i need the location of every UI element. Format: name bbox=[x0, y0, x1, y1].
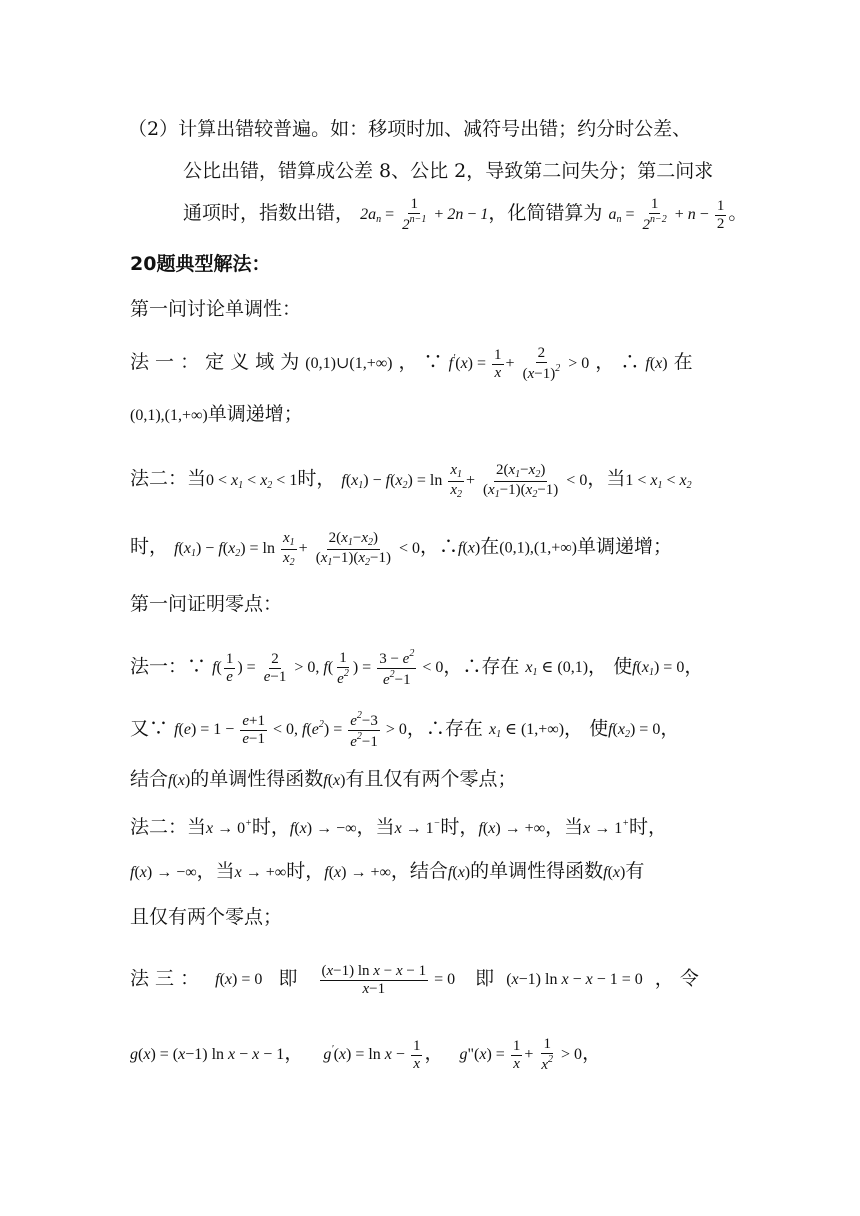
formula-an: $a_n$ = $\frac{1}{2^{n-2}}$ + n − $\frac{1}{2}$ bbox=[608, 196, 725, 234]
z2-line2: f(x) → −∞，当x → +∞时，f(x) → +∞，结合f(x)的单调性得函数f(x)有 bbox=[130, 860, 645, 882]
para2-line3: 通项时，指数出错， $2a_n$ = $\frac{1}{2^{n-1}}$ + 2n − 1，化简错算为 $a_n$ = $\frac{1}{2^{n-2}}$ + n − $\frac{1}{2}$ 。 bbox=[183, 196, 748, 234]
formula-2an: $2a_n$ = $\frac{1}{2^{n-1}}$ + 2n − 1 bbox=[360, 196, 489, 234]
z3-line1: 法 三 ： f(x) = 0 即 $\frac{\text{(x−1) ln x − x − 1}}{x-1}$ = 0 即 (x−1) ln x − x − 1 = 0 ， 令 bbox=[130, 963, 699, 998]
m1-line2: (0,1),(1,+∞)单调递增； bbox=[130, 403, 303, 425]
z2-line3: 且仅有两个零点； bbox=[130, 906, 283, 928]
z3-line2: g(x) = (x−1) ln x − x − 1， g′(x) = ln x − $\frac{1}{x}$ ， g"(x) = $\frac{1}{x}$ + $\frac{1}{x^2}$ > 0， bbox=[130, 1036, 602, 1074]
m2-line2: 时， $f(x_1) - f(x_2) = \ln$ $\frac{x_1}{x_2}$ + $\frac{2(x_1-x_2)}{(x_1-1)(x_2-1)}$ < 0，∴f(x)在(0,1),(1,+∞)单调递增； bbox=[130, 530, 673, 568]
z1-line3: 结合f(x)的单调性得函数f(x)有且仅有两个零点； bbox=[130, 768, 517, 790]
para2-line2: 公比出错，错算成公差 8、公比 2，导致第二问失分；第二问求 bbox=[183, 160, 714, 182]
z1-line2: 又∵ f(e) = 1 − $\frac{e+1}{e-1}$ < 0, $f(e^2)$ = $\frac{e^2-3}{e^2-1}$ > 0，∴存在 $x_1$ ∈ (1,+∞)， 使$f(x_2) = 0$， bbox=[130, 710, 680, 751]
m2-line1: 法二：当$0 < x_1 < x_2 < 1$时， $f(x_1) - f(x_2) = \ln$ $\frac{x_1}{x_2}$ + $\frac{2(x_1-x_2)}{(x_1-1)(x_2-1)}$ < 0，当$1 < x_1 < x_2$ bbox=[130, 462, 692, 500]
para2-line1: （2）计算出错较普遍。如：移项时加、减符号出错；约分时公差、 bbox=[128, 118, 692, 140]
z1-line1: 法一：∵ f( $\frac{1}{e}$ ) = $\frac{2}{e-1}$ > 0, f( $\frac{1}{e^2}$ ) = $\frac{3 - e^2}{e^2-1}$ < 0，∴存在 $x_1$ ∈ (0,1)， 使$f(x_1) = 0$， bbox=[130, 648, 704, 689]
q1-monotonic-title: 第一问讨论单调性： bbox=[130, 298, 302, 320]
q1-zero-title: 第一问证明零点： bbox=[130, 593, 283, 615]
heading-20: 20题典型解法： bbox=[130, 253, 271, 275]
m1-line1: 法 一 ： 定 义 域 为 (0,1)∪(1,+∞) ， ∵ f′(x) = $\frac{1}{x}$ + $\frac{2}{(x-1)^2}$ > 0 ， ∴ f(x) 在 bbox=[130, 345, 693, 383]
z2-line1: 法二：当x → 0+时，f(x) → −∞，当x → 1−时，f(x) → +∞，当x → 1+时， bbox=[130, 816, 667, 838]
